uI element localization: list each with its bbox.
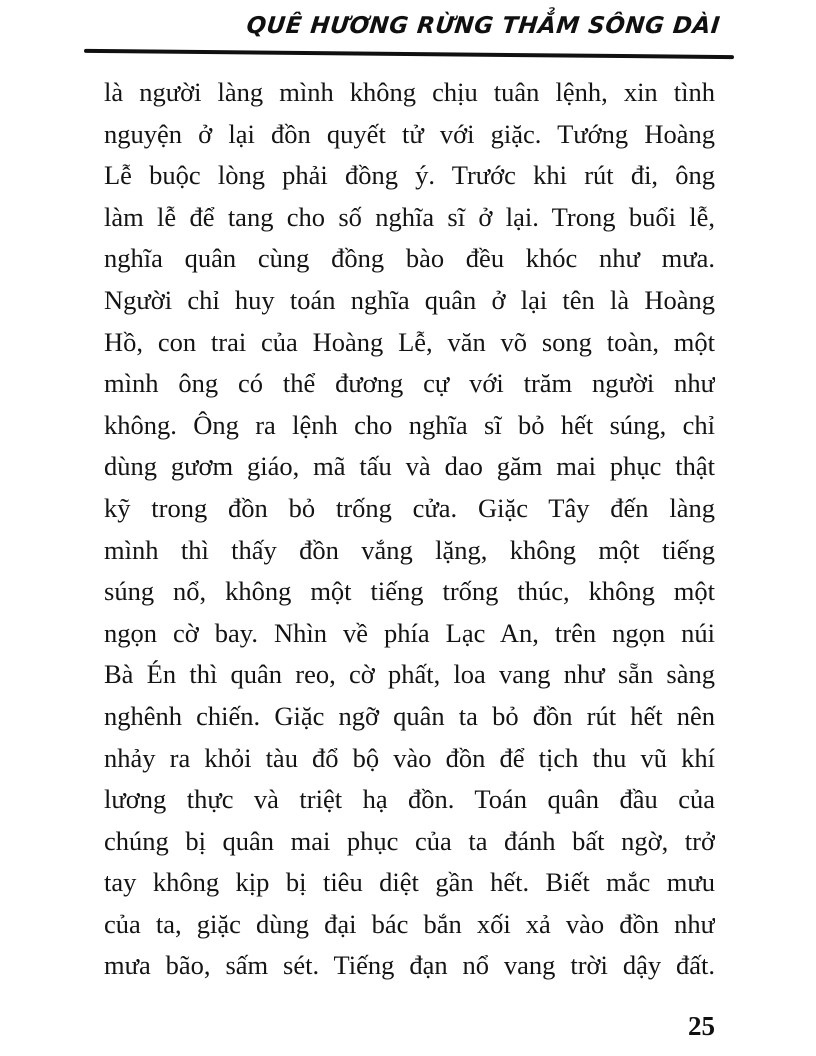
text-line: ngọn cờ bay. Nhìn về phía Lạc An, trên ngọn núi — [104, 617, 715, 648]
text-line: nghênh chiến. Giặc ngỡ quân ta bỏ đồn rút hết nên — [104, 700, 715, 731]
text-line: không. Ông ra lệnh cho nghĩa sĩ bỏ hết súng, chỉ — [104, 409, 715, 440]
body-text — [104, 72, 715, 987]
text-line: nhảy ra khỏi tàu đổ bộ vào đồn để tịch thu vũ khí — [104, 742, 715, 773]
text-line: nghĩa quân cùng đồng bào đều khóc như mưa. — [104, 243, 715, 274]
text-line: tay không kịp bị tiêu diệt gần hết. Biết mắc mưu — [104, 867, 715, 898]
text-line: mình ông có thể đương cự với trăm người như — [104, 368, 715, 399]
text-line: nguyện ở lại đồn quyết tử với giặc. Tướng Hoàng — [104, 118, 715, 149]
running-header-title: QUÊ HƯƠNG RỪNG THẲM SÔNG DÀI — [245, 13, 722, 39]
header-rule — [84, 49, 734, 59]
text-line: chúng bị quân mai phục của ta đánh bất ngờ, trở — [104, 825, 715, 856]
text-line: mình thì thấy đồn vắng lặng, không một tiếng — [104, 534, 715, 565]
text-line: Người chỉ huy toán nghĩa quân ở lại tên là Hoàng — [104, 284, 715, 315]
text-line: kỹ trong đồn bỏ trống cửa. Giặc Tây đến làng — [104, 492, 715, 523]
text-line: Lễ buộc lòng phải đồng ý. Trước khi rút đi, ông — [104, 160, 715, 191]
text-line: súng nổ, không một tiếng trống thúc, không một — [104, 576, 715, 607]
text-line: của ta, giặc dùng đại bác bắn xối xả vào đồn như — [104, 908, 715, 939]
text-line: mưa bão, sấm sét. Tiếng đạn nổ vang trời dậy đất. — [104, 950, 715, 981]
text-line: dùng gươm giáo, mã tấu và dao găm mai phục thật — [104, 451, 715, 482]
text-line: lương thực và triệt hạ đồn. Toán quân đầu của — [104, 784, 715, 815]
text-line: làm lễ để tang cho số nghĩa sĩ ở lại. Trong buổi lễ, — [104, 201, 715, 232]
text-line: là người làng mình không chịu tuân lệnh, xin tình — [104, 77, 715, 107]
text-line: Bà Én thì quân reo, cờ phất, loa vang như sẵn sàng — [104, 659, 715, 690]
text-line: Hồ, con trai của Hoàng Lễ, văn võ song toàn, một — [104, 326, 715, 357]
page-number: 25 — [688, 1011, 715, 1041]
